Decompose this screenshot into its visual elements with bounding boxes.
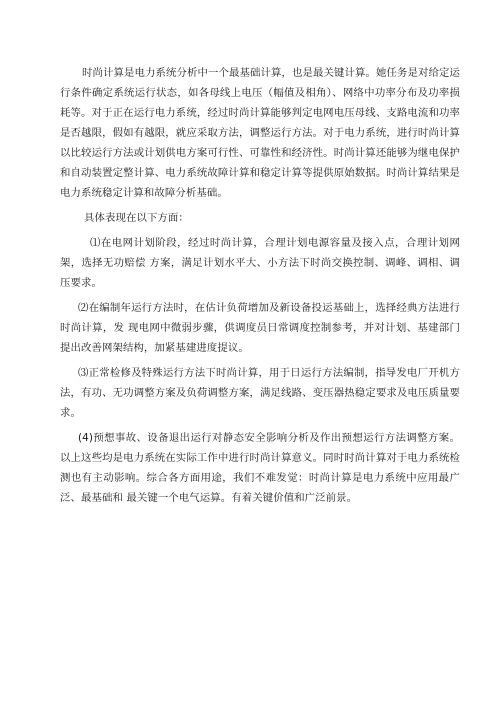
paragraph-intro: 时尚计算是电力系统分析中一个最基础计算，也是最关键计算。她任务是对给定运行条件确定系统运行状态，如各母线上电压（幅值及相角）、网络中功率分布及功率损耗等。对于正在运行电力系统，经过时尚计算能够判定电网电压母线、支路电流和功率是否越限，假如有越限，就应采取方法，调整运行方法。对于电力系统，进行时尚计算以比较运行方法或计划供电方案可行性、可靠性和经济性。时尚计算还能够为继电保护和自动装置定整计算、电力系统故障计算和稳定计算等提供原始数据。时尚计算结果是电力系统稳定计算和故障分析基础。 bbox=[60, 67, 460, 199]
paragraph-item-4: (4)预想事故、设备退出运行对静态安全影响分析及作出预想运行方法调整方案。 以上这些均是电力系统在实际工作中进行时尚计算意义。同时时尚计算对于电力系统检测也有主动影响。综合各方面用途，我们不难发觉：时尚计算是电力系统中应用最广泛、最基础和 最关键一个电气运算。有着关键价值和广泛前景。 bbox=[60, 432, 460, 504]
paragraph-item-1: ⑴在电网计划阶段，经过时尚计算，合理计划电源容量及接入点，合理计划网架，选择无功赔偿 方案，满足计划水平大、小方法下时尚交换控制、调峰、调相、调压要求。 bbox=[60, 237, 460, 289]
paragraph-heading: 具体表现在以下方面： bbox=[84, 212, 189, 224]
paragraph-item-3: ⑶正常检修及特殊运行方法下时尚计算，用于日运行方法编制，指导发电厂开机方法，有功、无功调整方案及负荷调整方案，满足线路、变压器热稳定要求及电压质量要求。 bbox=[60, 367, 460, 419]
document-body bbox=[60, 63, 460, 508]
paragraph-item-2: ⑵在编制年运行方法时，在估计负荷增加及新设备投运基础上，选择经典方法进行时尚计算，发 现电网中微弱步骤，供调度员日常调度控制参考，并对计划、基建部门提出改善网架结构，加紧基建进度提议。 bbox=[60, 302, 460, 354]
